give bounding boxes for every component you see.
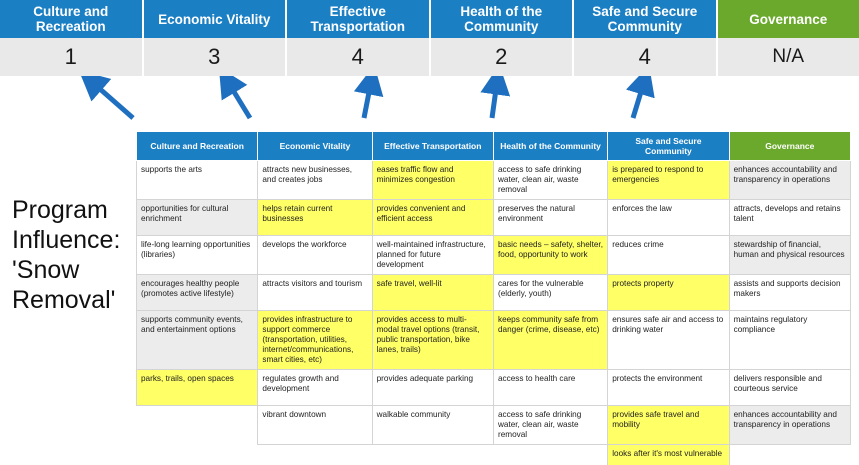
matrix-cell: is prepared to respond to emergencies bbox=[608, 161, 729, 200]
matrix-cell: access to health care bbox=[493, 370, 607, 406]
arrow-icon-culture-and-recreation bbox=[92, 82, 133, 118]
arrow-icon-economic-vitality bbox=[228, 82, 250, 118]
matrix-cell: develops the workforce bbox=[258, 236, 372, 275]
scorecard-value-health-of-the-community: 2 bbox=[431, 38, 575, 76]
arrow-icon-safe-and-secure-community bbox=[633, 82, 644, 118]
matrix-cell: delivers responsible and courteous service bbox=[729, 370, 850, 406]
matrix-cell: safe travel, well-lit bbox=[372, 275, 493, 311]
matrix-cell: helps retain current businesses bbox=[258, 200, 372, 236]
matrix-cell: maintains regulatory compliance bbox=[729, 311, 850, 370]
arrow-group bbox=[0, 76, 859, 134]
matrix-cell: attracts, develops and retains talent bbox=[729, 200, 850, 236]
matrix-cell: provides infrastructure to support commerce (transportation, utilities, internet/communications, smart cities, etc) bbox=[258, 311, 372, 370]
program-influence-caption: Program Influence: 'Snow Removal' bbox=[12, 196, 121, 314]
matrix-cell: supports community events, and entertainment options bbox=[137, 311, 258, 370]
matrix-cell: vibrant downtown bbox=[258, 406, 372, 445]
matrix-cell: ensures safe air and access to drinking water bbox=[608, 311, 729, 370]
matrix-header-row bbox=[137, 132, 851, 161]
scorecard-header-culture-and-recreation: Culture and Recreation bbox=[0, 0, 144, 38]
matrix-cell bbox=[493, 445, 607, 465]
matrix-header-safe-and-secure-community: Safe and Secure Community bbox=[608, 132, 729, 161]
scorecard bbox=[0, 0, 859, 76]
scorecard-value-culture-and-recreation: 1 bbox=[0, 38, 144, 76]
influence-matrix bbox=[136, 131, 851, 465]
matrix-cell: provides access to multi-modal travel options (transit, public transportation, bike lanes, trails) bbox=[372, 311, 493, 370]
matrix-cell: enforces the law bbox=[608, 200, 729, 236]
matrix-cell: parks, trails, open spaces bbox=[137, 370, 258, 406]
scorecard-header-safe-and-secure-community: Safe and Secure Community bbox=[574, 0, 718, 38]
matrix-cell: looks after it's most vulnerable bbox=[608, 445, 729, 465]
matrix-cell: life-long learning opportunities (libraries) bbox=[137, 236, 258, 275]
matrix-header-effective-transportation: Effective Transportation bbox=[372, 132, 493, 161]
arrow-icon-health-of-the-community bbox=[492, 82, 497, 118]
matrix-cell: basic needs – safety, shelter, food, opportunity to work bbox=[493, 236, 607, 275]
matrix-header-economic-vitality: Economic Vitality bbox=[258, 132, 372, 161]
matrix-cell: enhances accountability and transparency in operations bbox=[729, 161, 850, 200]
matrix-cell: encourages healthy people (promotes active lifestyle) bbox=[137, 275, 258, 311]
table-row bbox=[137, 236, 851, 275]
matrix-cell: access to safe drinking water, clean air, waste removal bbox=[493, 406, 607, 445]
scorecard-value-safe-and-secure-community: 4 bbox=[574, 38, 718, 76]
matrix-cell bbox=[137, 445, 258, 465]
matrix-body bbox=[137, 161, 851, 465]
table-row bbox=[137, 406, 851, 445]
matrix-cell: attracts new businesses, and creates jobs bbox=[258, 161, 372, 200]
matrix-cell: enhances accountability and transparency in operations bbox=[729, 406, 850, 445]
matrix-cell: provides adequate parking bbox=[372, 370, 493, 406]
table-row bbox=[137, 200, 851, 236]
matrix-cell: preserves the natural environment bbox=[493, 200, 607, 236]
matrix-cell: eases traffic flow and minimizes congestion bbox=[372, 161, 493, 200]
matrix-cell bbox=[258, 445, 372, 465]
scorecard-value-governance: N/A bbox=[718, 38, 859, 76]
matrix-cell: reduces crime bbox=[608, 236, 729, 275]
matrix-cell: walkable community bbox=[372, 406, 493, 445]
matrix-cell: access to safe drinking water, clean air, waste removal bbox=[493, 161, 607, 200]
matrix-cell: stewardship of financial, human and physical resources bbox=[729, 236, 850, 275]
matrix-cell: regulates growth and development bbox=[258, 370, 372, 406]
matrix-header-governance: Governance bbox=[729, 132, 850, 161]
matrix-cell: provides safe travel and mobility bbox=[608, 406, 729, 445]
table-row bbox=[137, 370, 851, 406]
table-row bbox=[137, 275, 851, 311]
matrix-cell: protects property bbox=[608, 275, 729, 311]
scorecard-header-economic-vitality: Economic Vitality bbox=[144, 0, 288, 38]
matrix-cell bbox=[137, 406, 258, 445]
matrix-header-culture-and-recreation: Culture and Recreation bbox=[137, 132, 258, 161]
scorecard-header-health-of-the-community: Health of the Community bbox=[431, 0, 575, 38]
matrix-cell: provides convenient and efficient access bbox=[372, 200, 493, 236]
table-row bbox=[137, 445, 851, 465]
scorecard-value-row bbox=[0, 38, 859, 76]
matrix-cell: cares for the vulnerable (elderly, youth) bbox=[493, 275, 607, 311]
matrix-cell: keeps community safe from danger (crime, disease, etc) bbox=[493, 311, 607, 370]
scorecard-header-governance: Governance bbox=[718, 0, 859, 38]
matrix-header-health-of-the-community: Health of the Community bbox=[493, 132, 607, 161]
matrix-cell: supports the arts bbox=[137, 161, 258, 200]
matrix-cell: protects the environment bbox=[608, 370, 729, 406]
matrix-cell: opportunities for cultural enrichment bbox=[137, 200, 258, 236]
arrow-icon-effective-transportation bbox=[364, 82, 371, 118]
matrix-cell: attracts visitors and tourism bbox=[258, 275, 372, 311]
scorecard-header-effective-transportation: Effective Transportation bbox=[287, 0, 431, 38]
matrix-cell: well-maintained infrastructure, planned for future development bbox=[372, 236, 493, 275]
table-row bbox=[137, 161, 851, 200]
table-row bbox=[137, 311, 851, 370]
matrix-cell bbox=[729, 445, 850, 465]
scorecard-value-economic-vitality: 3 bbox=[144, 38, 288, 76]
matrix-cell bbox=[372, 445, 493, 465]
scorecard-header-row bbox=[0, 0, 859, 38]
matrix-cell: assists and supports decision makers bbox=[729, 275, 850, 311]
scorecard-value-effective-transportation: 4 bbox=[287, 38, 431, 76]
